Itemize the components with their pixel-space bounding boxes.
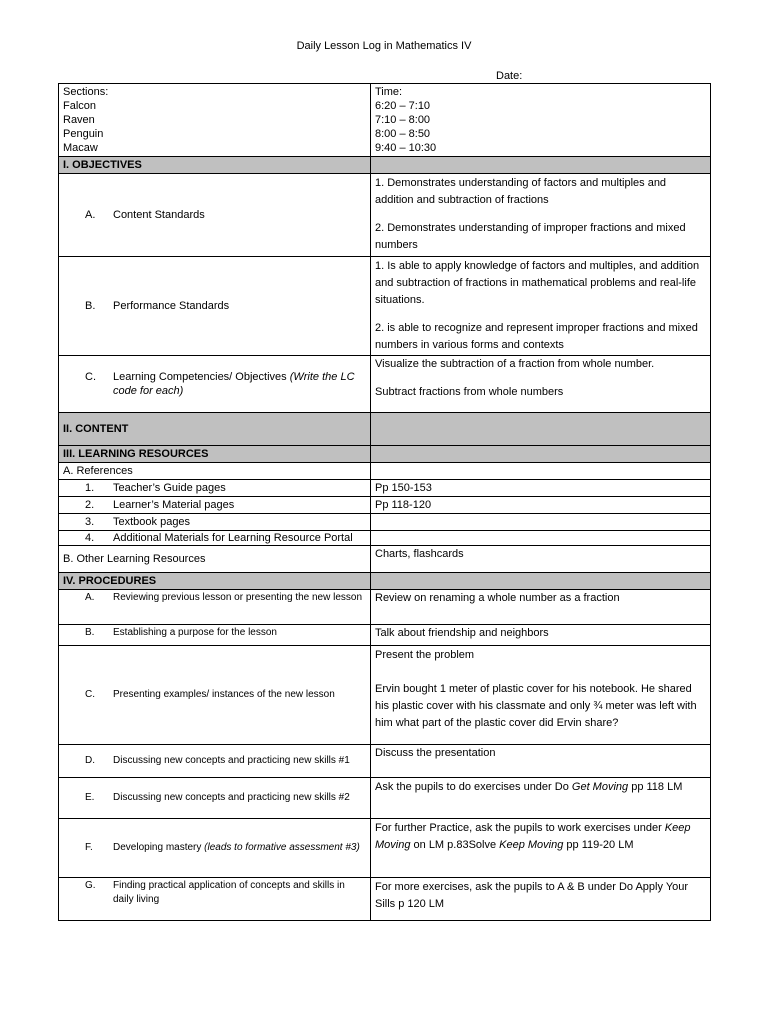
time-item: 9:40 – 10:30 bbox=[375, 142, 437, 154]
section-item: Falcon bbox=[63, 100, 97, 112]
references-row bbox=[59, 463, 711, 480]
resource-label: Additional Materials for Learning Resource Portal bbox=[113, 532, 353, 544]
procedure-value: For further Practice, ask the pupils to work exercises under Keep Moving on LM p.83Solve Keep Moving pp 119-20 LM bbox=[371, 819, 711, 878]
content-standards-row bbox=[59, 174, 711, 257]
procedure-value: Discuss the presentation bbox=[371, 745, 711, 778]
resources-heading: III. LEARNING RESOURCES bbox=[59, 446, 371, 463]
time-item: 7:10 – 8:00 bbox=[375, 114, 431, 126]
resource-label: Teacher’s Guide pages bbox=[113, 482, 226, 494]
procedure-row-f bbox=[59, 819, 711, 878]
other-resources-label: B. Other Learning Resources bbox=[59, 546, 371, 573]
other-resources-value: Charts, flashcards bbox=[371, 546, 711, 573]
section-item: Raven bbox=[63, 114, 95, 126]
row-letter: B. bbox=[85, 300, 96, 312]
content-standard-2: 2. Demonstrates understanding of improper fractions and mixed numbers bbox=[375, 222, 686, 251]
item-number: 3. bbox=[85, 516, 95, 528]
resource-item-row bbox=[59, 531, 711, 546]
row-letter: D. bbox=[85, 755, 95, 766]
procedure-label: Presenting examples/ instances of the new lesson bbox=[113, 689, 335, 700]
sections-cell bbox=[59, 84, 371, 157]
references-label: A. References bbox=[59, 463, 371, 480]
competency-1: Visualize the subtraction of a fraction from whole number. bbox=[375, 358, 655, 370]
procedure-value-problem: Ervin bought 1 meter of plastic cover for his notebook. He shared his plastic cover with his classmate and only ¾ meter was left with him what part of the plastic cover did Ervin share? bbox=[375, 683, 697, 729]
section-item: Macaw bbox=[63, 142, 98, 154]
performance-standard-1: 1. Is able to apply knowledge of factors and multiples, and addition and subtraction of fractions in mathematical problems and real-life situations. bbox=[375, 260, 700, 306]
competencies-label: Learning Competencies/ Objectives bbox=[113, 371, 287, 383]
section-item: Penguin bbox=[63, 128, 104, 140]
row-letter: F. bbox=[85, 842, 93, 853]
row-letter: C. bbox=[85, 371, 96, 383]
content-heading-row bbox=[59, 413, 711, 446]
objectives-heading-row bbox=[59, 157, 711, 174]
content-standard-1: 1. Demonstrates understanding of factors and multiples and addition and subtraction of fractions bbox=[375, 177, 667, 206]
procedure-value: Ask the pupils to do exercises under Do Get Moving pp 118 LM bbox=[371, 778, 711, 819]
competency-2: Subtract fractions from whole numbers bbox=[375, 386, 564, 398]
performance-standards-row bbox=[59, 257, 711, 356]
procedure-row-d bbox=[59, 745, 711, 778]
sections-label: Sections: bbox=[63, 86, 109, 98]
date-label: Date: bbox=[496, 70, 523, 82]
resources-heading-row bbox=[59, 446, 711, 463]
resource-label: Textbook pages bbox=[113, 516, 191, 528]
resource-label: Learner’s Material pages bbox=[113, 499, 235, 511]
procedure-row-a bbox=[59, 590, 711, 625]
procedure-value: Talk about friendship and neighbors bbox=[371, 625, 711, 646]
resource-value bbox=[371, 531, 711, 546]
row-letter: C. bbox=[85, 689, 95, 700]
row-letter: B. bbox=[85, 627, 95, 638]
resource-item-row bbox=[59, 497, 711, 514]
document-title: Daily Lesson Log in Mathematics IV bbox=[296, 40, 472, 52]
sections-row bbox=[59, 84, 711, 157]
procedure-label: Discussing new concepts and practicing new skills #1 bbox=[113, 755, 350, 766]
procedure-row-g bbox=[59, 878, 711, 921]
other-resources-row bbox=[59, 546, 711, 573]
resource-value bbox=[371, 514, 711, 531]
content-standards-label: Content Standards bbox=[113, 209, 205, 221]
time-item: 8:00 – 8:50 bbox=[375, 128, 431, 140]
resource-item-row bbox=[59, 480, 711, 497]
procedure-row-c bbox=[59, 646, 711, 745]
item-number: 4. bbox=[85, 532, 95, 544]
objectives-heading: I. OBJECTIVES bbox=[59, 157, 371, 174]
procedures-heading-row bbox=[59, 573, 711, 590]
procedure-label: Establishing a purpose for the lesson bbox=[113, 627, 277, 638]
lesson-log-table bbox=[58, 83, 711, 921]
resource-item-row bbox=[59, 514, 711, 531]
procedure-value: Review on renaming a whole number as a fraction bbox=[371, 590, 711, 625]
procedure-label: Finding practical application of concepts and skills in daily living bbox=[113, 880, 345, 905]
procedures-heading: IV. PROCEDURES bbox=[59, 573, 371, 590]
row-letter: A. bbox=[85, 592, 95, 603]
time-item: 6:20 – 7:10 bbox=[375, 100, 431, 112]
competencies-note: (Write the LC code for each) bbox=[113, 371, 355, 397]
times-cell bbox=[371, 84, 711, 157]
procedure-note: (leads to formative assessment #3) bbox=[204, 842, 360, 853]
row-letter: E. bbox=[85, 792, 95, 803]
performance-standard-2: 2. is able to recognize and represent improper fractions and mixed numbers in various forms and contexts bbox=[375, 322, 698, 351]
row-letter: A. bbox=[85, 209, 96, 221]
procedure-value-intro: Present the problem bbox=[375, 649, 475, 661]
item-number: 2. bbox=[85, 499, 95, 511]
procedure-label: Discussing new concepts and practicing new skills #2 bbox=[113, 792, 350, 803]
content-heading: II. CONTENT bbox=[59, 413, 371, 446]
procedure-label: Reviewing previous lesson or presenting the new lesson bbox=[113, 592, 363, 603]
procedure-row-e bbox=[59, 778, 711, 819]
procedure-row-b bbox=[59, 625, 711, 646]
time-label: Time: bbox=[375, 86, 403, 98]
item-number: 1. bbox=[85, 482, 95, 494]
competencies-row bbox=[59, 356, 711, 413]
procedure-value: For more exercises, ask the pupils to A & B under Do Apply Your Sills p 120 LM bbox=[371, 878, 711, 921]
procedure-label: Developing mastery bbox=[113, 842, 202, 853]
resource-value: Pp 150-153 bbox=[371, 480, 711, 497]
row-letter: G. bbox=[85, 880, 96, 891]
performance-standards-label: Performance Standards bbox=[113, 300, 230, 312]
resource-value: Pp 118-120 bbox=[371, 497, 711, 514]
